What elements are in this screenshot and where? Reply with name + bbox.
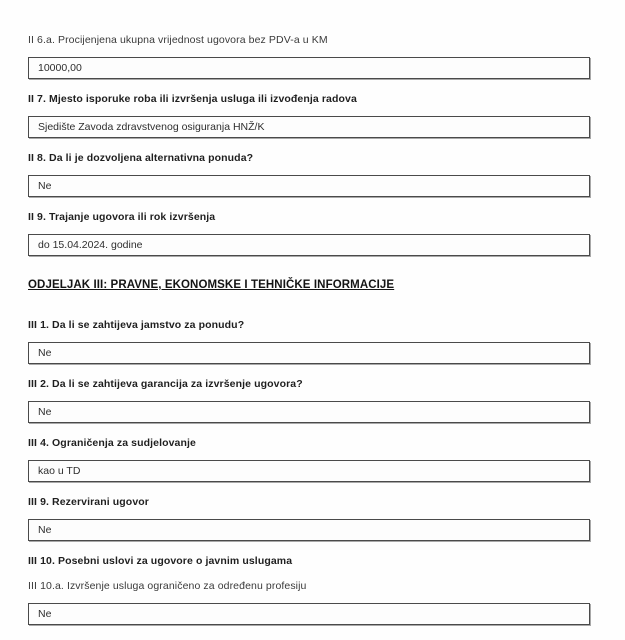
section-heading-odjeljak-iii: ODJELJAK III: PRAVNE, EKONOMSKE I TEHNIČKE INFORMACIJE: [28, 279, 395, 291]
field-iii-10a: [28, 580, 590, 625]
field-input-iii-9[interactable]: [28, 519, 590, 541]
field-label-iii-1: III 1. Da li se zahtijeva jamstvo za ponudu?: [28, 319, 245, 331]
field-value-ii-8: Ne: [38, 180, 52, 192]
field-iii-4: [28, 437, 590, 482]
field-input-ii-6a[interactable]: [28, 57, 590, 79]
field-label-iii-2: III 2. Da li se zahtijeva garancija za izvršenje ugovora?: [28, 378, 303, 390]
field-value-ii-7: Sjedište Zavoda zdravstvenog osiguranja HNŽ/K: [38, 121, 265, 133]
field-value-iii-1: Ne: [38, 347, 52, 359]
field-value-ii-9: do 15.04.2024. godine: [38, 239, 143, 251]
field-value-iii-10a: Ne: [38, 608, 52, 620]
field-input-iii-1[interactable]: [28, 342, 590, 364]
field-label-iii-10a: III 10.a. Izvršenje usluga ograničeno za određenu profesiju: [28, 580, 307, 592]
field-ii-7: [28, 93, 590, 138]
field-value-ii-6a: 10000,00: [38, 62, 82, 74]
field-label-iii-10: III 10. Posebni uslovi za ugovore o javnim uslugama: [28, 555, 293, 567]
field-input-iii-2[interactable]: [28, 401, 590, 423]
field-iii-2: [28, 378, 590, 423]
field-iii-1: [28, 319, 590, 364]
field-value-iii-4: kao u TD: [38, 465, 81, 477]
field-input-iii-10a[interactable]: [28, 603, 590, 625]
field-label-ii-8: II 8. Da li je dozvoljena alternativna ponuda?: [28, 152, 254, 164]
field-label-ii-9: II 9. Trajanje ugovora ili rok izvršenja: [28, 211, 216, 223]
field-label-ii-6a: II 6.a. Procijenjena ukupna vrijednost ugovora bez PDV-a u KM: [28, 34, 328, 46]
field-ii-9: [28, 211, 590, 256]
field-input-ii-7[interactable]: [28, 116, 590, 138]
field-iii-10: [28, 555, 590, 568]
field-ii-8: [28, 152, 590, 197]
field-label-ii-7: II 7. Mjesto isporuke roba ili izvršenja usluga ili izvođenja radova: [28, 93, 357, 105]
field-ii-6a: [28, 34, 590, 79]
field-value-iii-2: Ne: [38, 406, 52, 418]
field-value-iii-9: Ne: [38, 524, 52, 536]
field-label-iii-9: III 9. Rezervirani ugovor: [28, 496, 149, 508]
field-iii-9: [28, 496, 590, 541]
field-input-iii-4[interactable]: [28, 460, 590, 482]
field-input-ii-8[interactable]: [28, 175, 590, 197]
field-label-iii-4: III 4. Ograničenja za sudjelovanje: [28, 437, 196, 449]
field-input-ii-9[interactable]: [28, 234, 590, 256]
